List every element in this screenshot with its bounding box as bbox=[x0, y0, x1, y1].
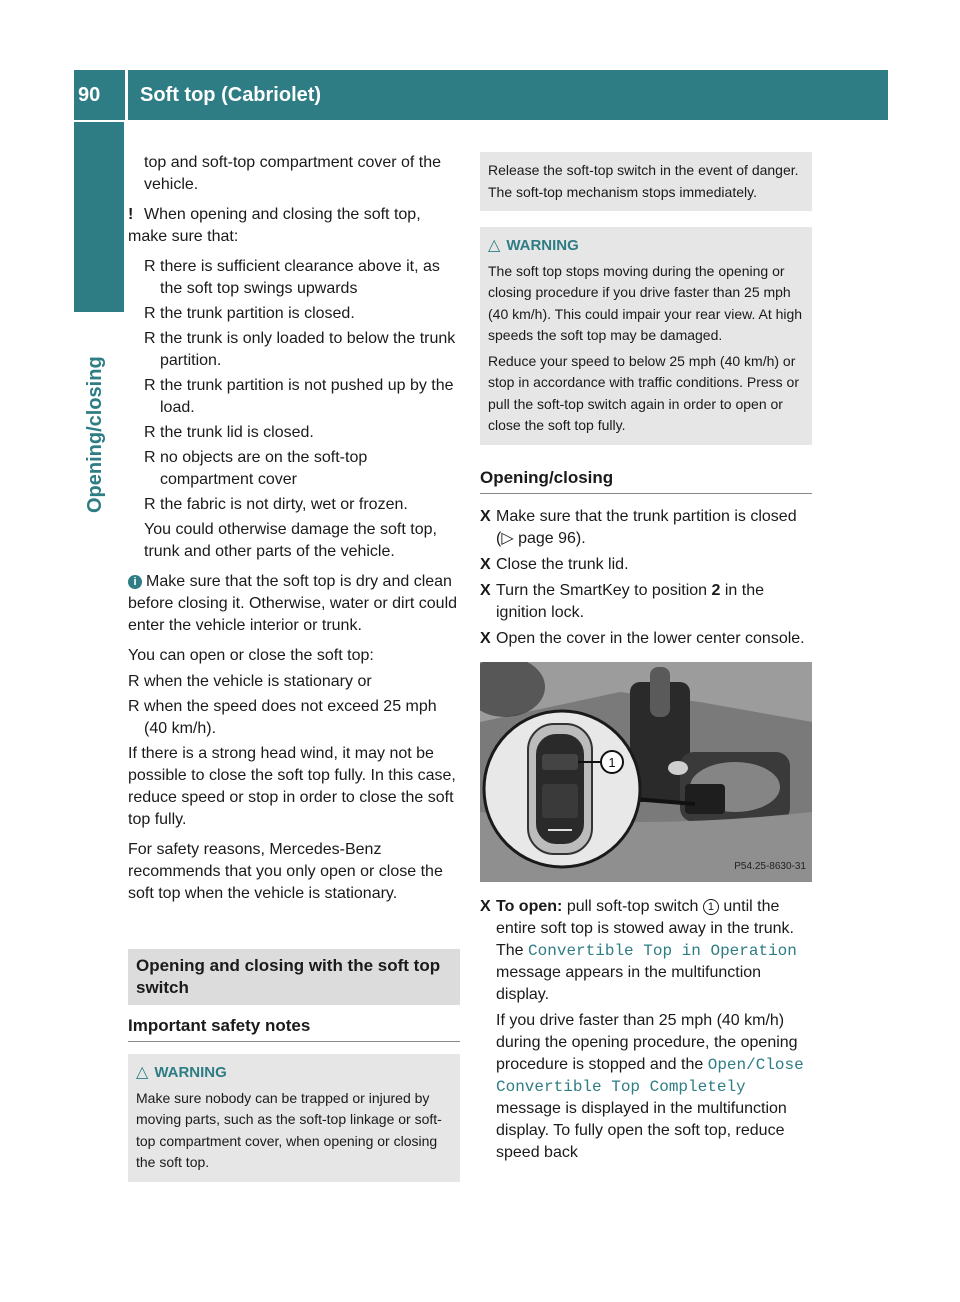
side-tab-block bbox=[74, 122, 124, 312]
page-title: Soft top (Cabriolet) bbox=[140, 84, 322, 106]
side-tab-label: Opening/closing bbox=[84, 356, 106, 513]
bullet-marker: R bbox=[144, 377, 156, 394]
open-conditions-list bbox=[128, 671, 460, 740]
warning-text: Make sure nobody can be trapped or injured by moving parts, such as the soft-top linkage or soft-top compartment cover, when opening or closing the soft top. bbox=[136, 1089, 442, 1170]
list-item: R the trunk is only loaded to below the trunk partition. bbox=[144, 330, 456, 369]
note-paragraph bbox=[128, 204, 460, 248]
step-marker: X bbox=[480, 555, 491, 573]
right-column bbox=[480, 152, 812, 1172]
step-marker: X bbox=[480, 897, 491, 915]
step-marker: X bbox=[480, 581, 491, 599]
subheading-safety-notes: Important safety notes bbox=[128, 1015, 460, 1042]
warning-box bbox=[128, 1054, 460, 1182]
bullet-marker: R bbox=[144, 305, 156, 322]
paragraph-head-wind: If there is a strong head wind, it may not be possible to close the soft top fully. In this case, reduce speed or stop in order to close the soft top fully. bbox=[128, 745, 456, 828]
bullet-marker: R bbox=[144, 258, 156, 275]
warning-header bbox=[136, 1062, 452, 1084]
step-marker: X bbox=[480, 629, 491, 647]
step-item: X Close the trunk lid. bbox=[480, 554, 812, 576]
list-item: R when the vehicle is stationary or bbox=[128, 671, 460, 693]
info-text: Make sure that the soft top is dry and clean before closing it. Otherwise, water or dirt could enter the vehicle interior or trunk. bbox=[128, 573, 458, 634]
step-item: X Open the cover in the lower center console. bbox=[480, 628, 812, 650]
paragraph-safety: For safety reasons, Mercedes-Benz recommends that you only open or close the soft top when the vehicle is stationary. bbox=[128, 841, 443, 902]
left-column bbox=[128, 152, 460, 1182]
paragraph-continued: top and soft-top compartment cover of the vehicle. bbox=[144, 154, 442, 193]
bullet-marker: R bbox=[128, 698, 140, 715]
warning-header bbox=[488, 235, 804, 257]
note-consequence: You could otherwise damage the soft top, trunk and other parts of the vehicle. bbox=[144, 521, 437, 560]
note-text: When opening and closing the soft top, make sure that: bbox=[128, 206, 421, 245]
step-item: X Make sure that the trunk partition is closed (▷ page 96). bbox=[480, 507, 797, 547]
page-number: 90 bbox=[78, 84, 101, 106]
display-message: Open/Close Convertible Top Completely bbox=[496, 1055, 804, 1096]
step-item: X Turn the SmartKey to position 2 in the ignition lock. bbox=[480, 581, 765, 621]
warning-triangle-icon: △ bbox=[488, 237, 501, 254]
step-marker: X bbox=[480, 507, 491, 525]
paragraph-speed-limit: If you drive faster than 25 mph (40 km/h) during the opening procedure, the opening procedure is stopped and the Open/Close Convertible Top Completely message is displayed in the multifunction display. To fully open the soft top, reduce speed back bbox=[496, 1011, 804, 1161]
warning-triangle-icon: △ bbox=[136, 1064, 149, 1081]
warning-title: WARNING bbox=[506, 237, 579, 254]
callout-marker-1: 1 bbox=[703, 899, 719, 915]
bullet-marker: R bbox=[144, 449, 156, 466]
step-item: X To open: pull soft-top switch 1 until the entire soft top is stowed away in the trunk. The Convertible Top in Operation message appears in the multifunction display. bbox=[480, 897, 797, 1003]
bullet-marker: R bbox=[144, 424, 156, 441]
photo-callout-1: 1 bbox=[608, 754, 616, 770]
info-icon: i bbox=[128, 575, 142, 589]
list-item: R when the speed does not exceed 25 mph (40 km/h). bbox=[128, 698, 437, 737]
paragraph-open-close: You can open or close the soft top: bbox=[128, 647, 374, 664]
section-heading: Opening and closing with the soft top switch bbox=[128, 949, 460, 1005]
danger-note-box: Release the soft-top switch in the event of danger. The soft-top mechanism stops immediately. bbox=[480, 152, 812, 211]
list-item: R there is sufficient clearance above it, as the soft top swings upwards bbox=[144, 258, 440, 297]
list-item: R no objects are on the soft-top compartment cover bbox=[144, 449, 368, 488]
warning-text-2: Reduce your speed to below 25 mph (40 km/h) or stop in accordance with traffic conditions. Press or pull the soft-top switch again in order to open or close the soft top fully. bbox=[488, 352, 800, 433]
console-illustration bbox=[480, 662, 812, 882]
header-separator bbox=[125, 70, 128, 120]
list-item: R the trunk lid is closed. bbox=[128, 422, 460, 444]
note-bullet-list bbox=[128, 256, 460, 516]
bullet-marker: R bbox=[128, 673, 140, 690]
console-photo bbox=[480, 662, 812, 882]
list-item: R the trunk partition is closed. bbox=[128, 303, 460, 325]
list-item: R the trunk partition is not pushed up by the load. bbox=[144, 377, 454, 416]
bullet-marker: R bbox=[144, 496, 156, 513]
info-paragraph bbox=[128, 571, 460, 637]
bullet-marker: R bbox=[144, 330, 156, 347]
warning-title: WARNING bbox=[154, 1064, 227, 1081]
image-code: P54.25-8630-31 bbox=[734, 860, 806, 872]
display-message: Convertible Top in Operation bbox=[528, 941, 797, 960]
exclamation-icon: ! bbox=[128, 206, 134, 223]
subheading-opening-closing: Opening/closing bbox=[480, 467, 812, 494]
page-reference-link[interactable]: (▷ page 96). bbox=[496, 529, 586, 547]
list-item: R the fabric is not dirty, wet or frozen. bbox=[128, 494, 460, 516]
warning-box bbox=[480, 227, 812, 445]
warning-text: The soft top stops moving during the opening or closing procedure if you drive faster than 25 mph (40 km/h). This could impair your rear view. At high speeds the soft top may be damaged. bbox=[488, 262, 803, 343]
